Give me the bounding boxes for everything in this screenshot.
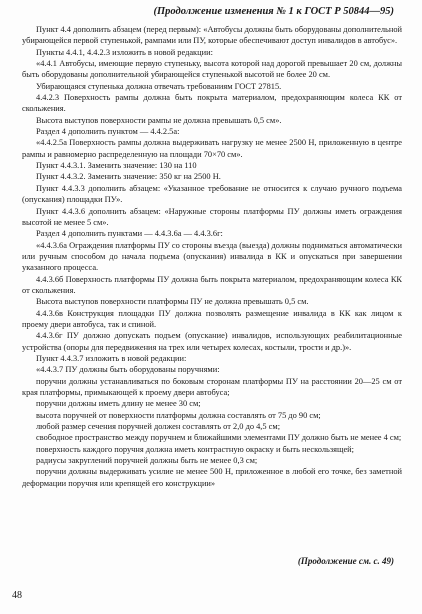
paragraph: «4.4.2.5а Поверхность рампы должна выдерживать нагрузку не менее 2500 Н, приложенную в центре рампы и равномерно распределенную на площади 70×70 см».	[22, 138, 402, 159]
paragraph: Пункты 4.4.1, 4.4.2.3 изложить в новой редакции:	[36, 47, 213, 57]
paragraph: Раздел 4 дополнить пунктами — 4.4.3.6а — 4.4.3.6г:	[36, 229, 223, 239]
paragraph: любой размер сечения поручней должен составлять от 2,0 до 4,5 см;	[36, 422, 281, 432]
paragraph: свободное пространство между поручнем и ближайшими элементами ПУ должно быть не менее 4 см;	[36, 433, 402, 443]
paragraph: Высота выступов поверхности рампы не должна превышать 0,5 см».	[36, 115, 282, 125]
continuation-footer: (Продолжение см. с. 49)	[297, 556, 394, 566]
page-number: 48	[12, 590, 22, 601]
paragraph: Пункт 4.4.3.1. Заменить значение: 130 на 110	[36, 161, 197, 171]
paragraph: поверхность каждого поручня должна иметь контрастную окраску и быть нескользящей;	[36, 444, 354, 454]
paragraph: «4.4.1 Автобусы, имеющие первую ступеньку, высота которой над дорогой превышает 20 см, должны быть оборудованы дополнительной убирающейся ступенькой высотой не более 20 см.	[22, 59, 402, 80]
paragraph: 4.4.3.6б Поверхность платформы ПУ должна быть покрыта материалом, предохраняющим колеса КК от скольжения.	[22, 274, 402, 295]
paragraph: Пункт 4.4.3.6 дополнить абзацем: «Наружные стороны платформы ПУ должны иметь ограждения высотой не менее 5 см».	[22, 206, 402, 227]
paragraph: поручни должны устанавливаться по боковым сторонам платформы ПУ на расстоянии 20—25 см от края платформы, примыкающей к проему двери автобуса;	[22, 376, 402, 397]
paragraph: Пункт 4.4.3.3 дополнить абзацем: «Указанное требование не относится к случаю ручного подъема (опускания) площадки ПУ».	[22, 183, 402, 205]
paragraph: «4.4.3.7 ПУ должны быть оборудованы поручнями:	[36, 365, 220, 375]
continuation-header: (Продолжение изменения № 1 к ГОСТ Р 50844—95)	[153, 6, 394, 17]
paragraph: 4.4.3.6в Конструкция площадки ПУ должна позволять размещение инвалида в КК как лицом к проему двери автобуса, так и спиной.	[22, 308, 402, 329]
paragraph: поручни должны выдерживать усилие не менее 500 Н, приложенное в любой его точке, без заметной деформации поручня или крепящей его конструкции»	[22, 467, 402, 488]
paragraph: Раздел 4 дополнить пунктом — 4.4.2.5а:	[36, 127, 180, 137]
paragraph: Пункт 4.4.3.2. Заменить значение: 350 кг на 2500 Н.	[36, 172, 221, 182]
paragraph: Пункт 4.4 дополнить абзацем (перед первым): «Автобусы должны быть оборудованы дополнительной убирающейся первой ступенькой, рампами или ПУ, которые обеспечивают доступ инвалидов в автобус».	[22, 25, 402, 46]
paragraph: Убирающаяся ступенька должна отвечать требованиям ГОСТ 27815.	[36, 81, 282, 91]
paragraph: 4.4.2.3 Поверхность рампы должна быть покрыта материалом, предохраняющим колеса КК от скольжения.	[22, 93, 402, 114]
paragraph: Пункт 4.4.3.7 изложить в новой редакции:	[36, 353, 187, 363]
paragraph: Высота выступов поверхности платформы ПУ не должна превышать 0,5 см.	[36, 297, 309, 307]
paragraph: «4.4.3.6а Ограждения платформы ПУ со стороны въезда (выезда) должны подниматься автоматически или ручным способом до начала подъема (опускания) инвалида в КК и опускаться при завершении указанного процесса.	[22, 240, 402, 273]
paragraph: 4.4.3.6г ПУ должно допускать подъем (опускание) инвалидов, использующих реабилитационные устройства (опоры для передвижения на трех или четырех колесах, костыли, трости и др.)».	[22, 331, 402, 352]
paragraph: высота поручней от поверхности платформы должна составлять от 75 до 90 см;	[36, 410, 321, 420]
paragraph: поручни должны иметь длину не менее 30 см;	[36, 399, 201, 409]
amendment-text	[22, 24, 402, 489]
paragraph: радиусы закруглений поручней должны быть не менее 0,3 см;	[36, 456, 258, 466]
